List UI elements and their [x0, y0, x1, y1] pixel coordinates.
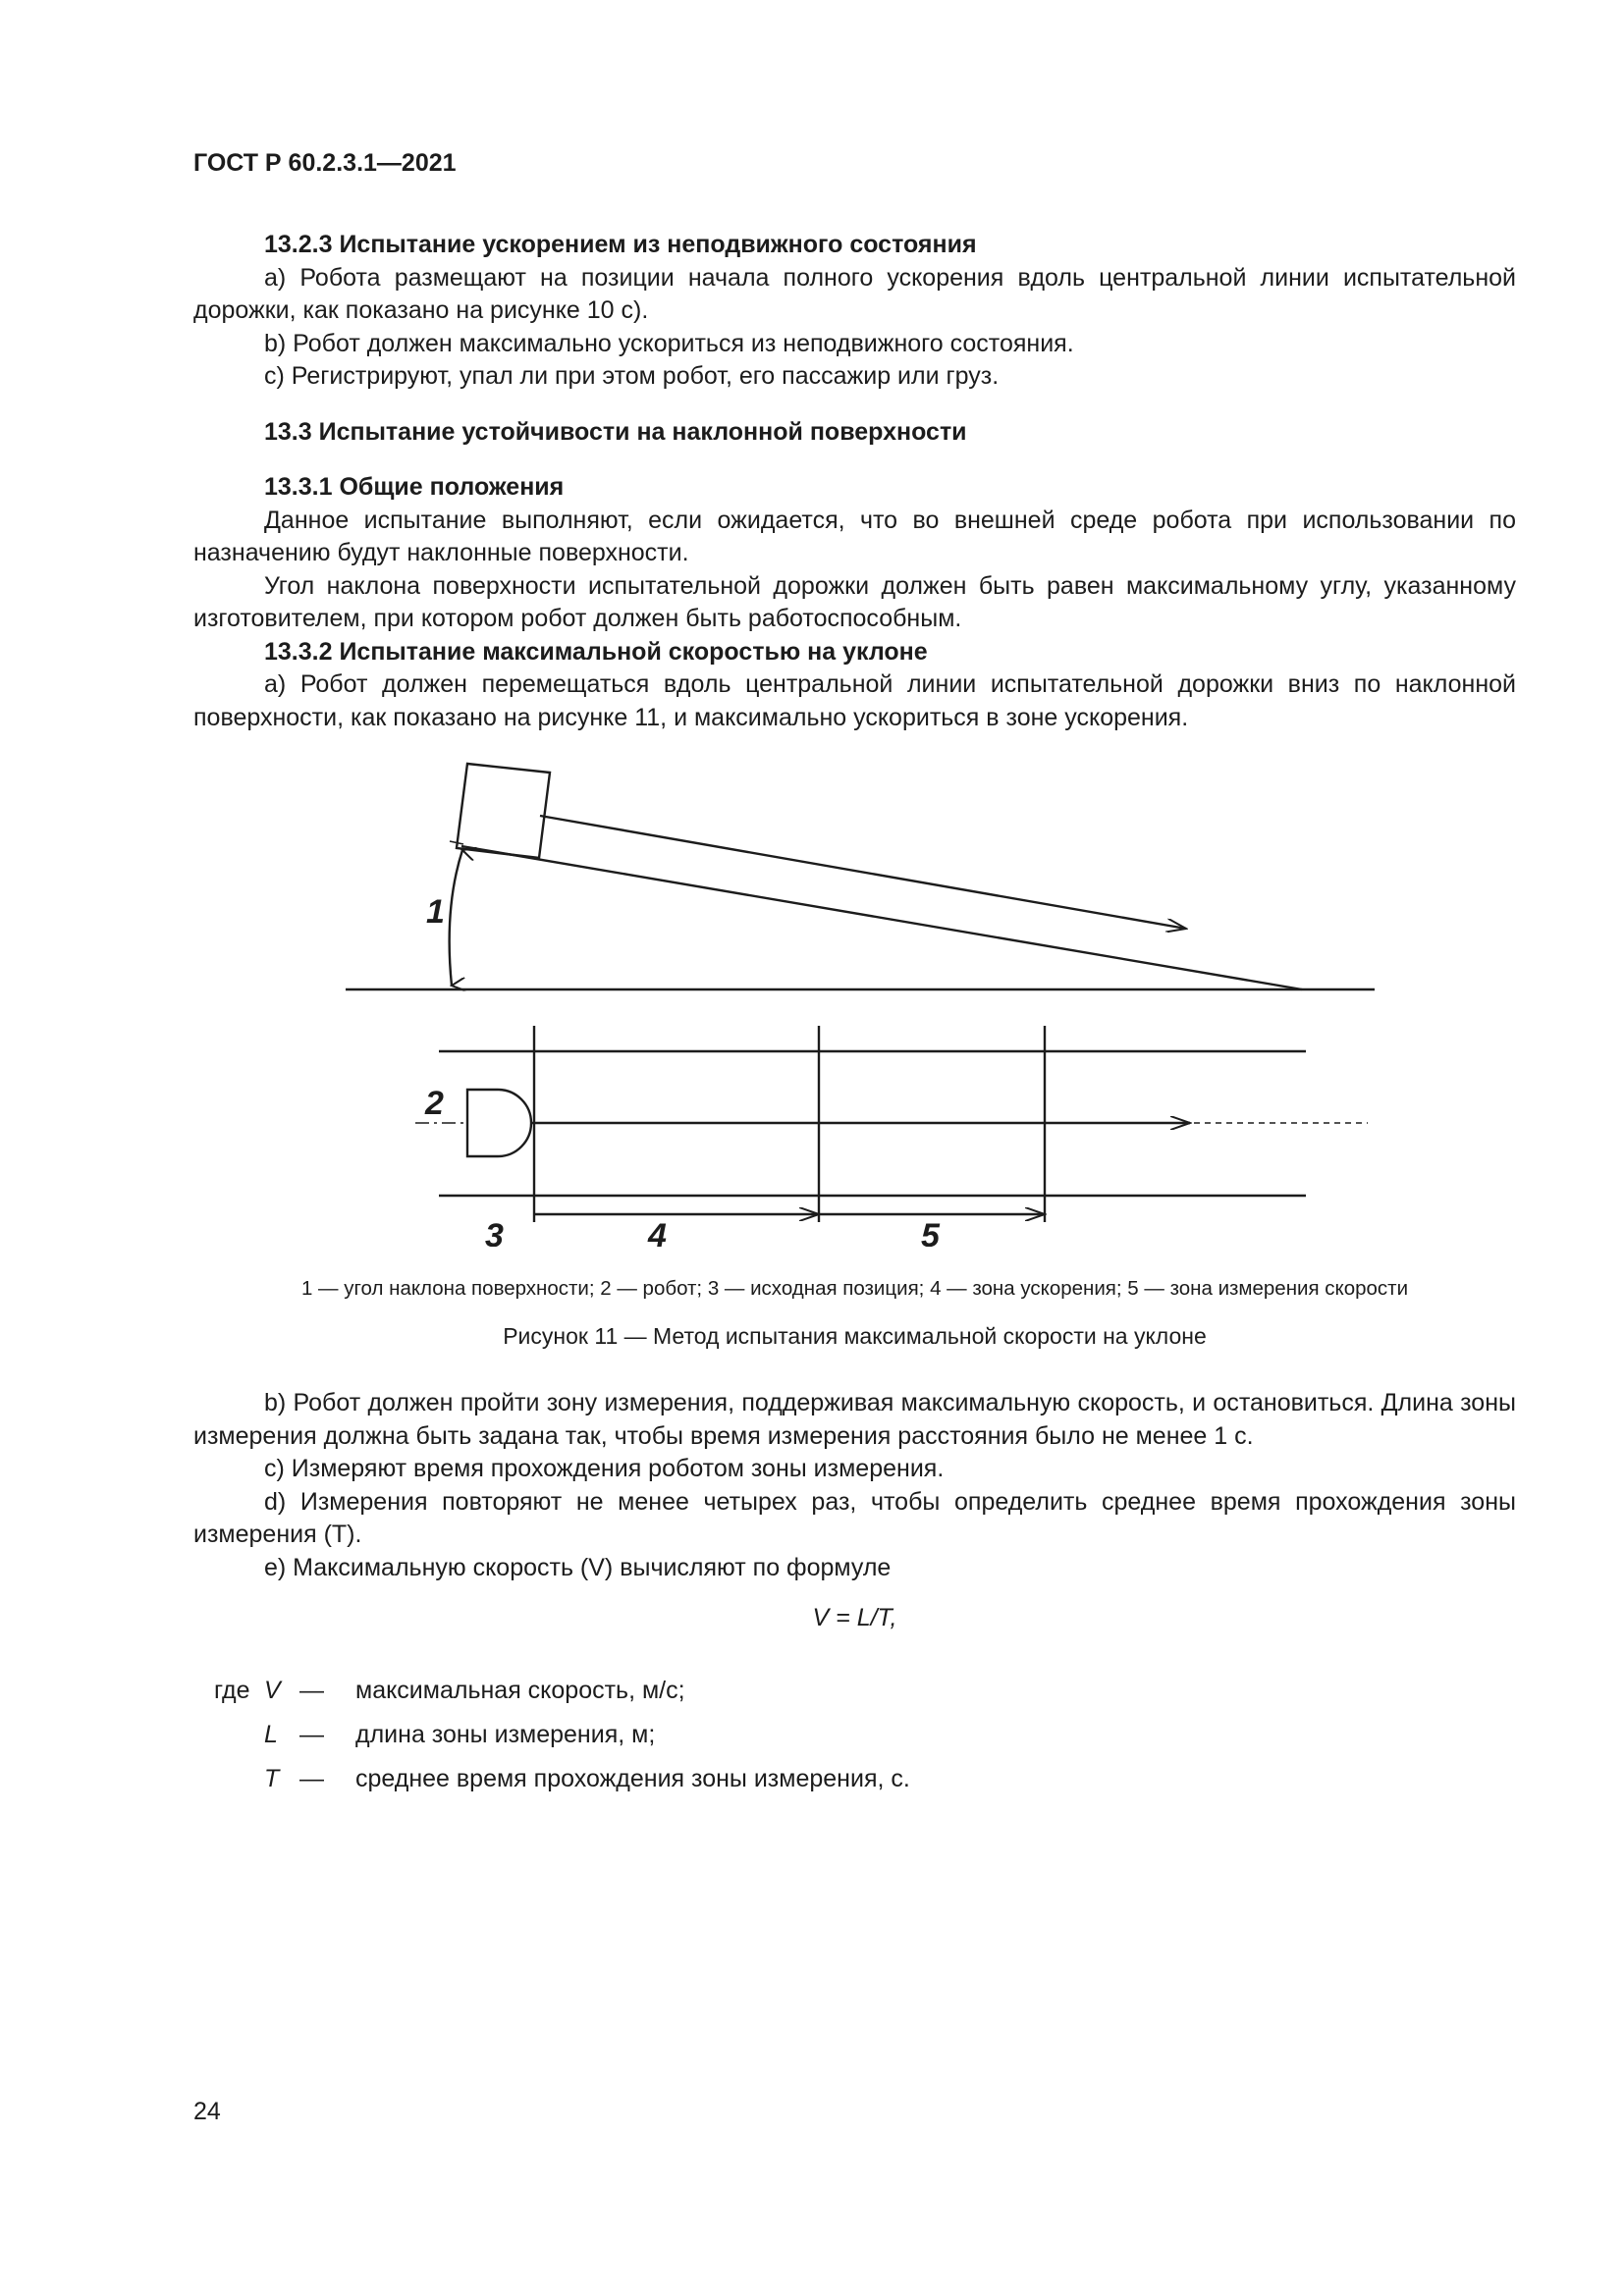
heading-13-3-1: 13.3.1 Общие положения: [264, 473, 565, 501]
figure-caption: Рисунок 11 — Метод испытания максимальной скорости на уклоне: [503, 1323, 1207, 1349]
heading-13-3-2: 13.3.2 Испытание максимальной скоростью на уклоне: [264, 637, 928, 666]
heading-13-3: 13.3 Испытание устойчивости на наклонной поверхности: [264, 417, 967, 446]
where-list: [0, 1669, 1624, 1806]
para-13-2-3-b: b) Робот должен максимально ускориться из неподвижного состояния.: [264, 329, 1074, 357]
heading-13-2-3: 13.2.3 Испытание ускорением из неподвижного состояния: [264, 231, 977, 258]
fig-label-5: 5: [921, 1217, 940, 1247]
where-def-t: среднее время прохождения зоны измерения, с.: [355, 1765, 910, 1792]
where-var-t: T: [264, 1765, 280, 1792]
formula: [193, 1604, 1516, 1632]
main-text-top: [193, 229, 1516, 734]
para-13-2-3-c: c) Регистрируют, упал ли при этом робот, его пассажир или груз.: [264, 362, 1000, 390]
para-e: e) Максимальную скорость (V) вычисляют по формуле: [264, 1553, 892, 1581]
para-13-3-1-p2: Угол наклона поверхности испытательной дорожки должен быть равен максимальному углу, указанному изготовителем, при котором робот должен быть работоспособным.: [193, 571, 1516, 632]
formula-text: V = L/T,: [812, 1604, 897, 1631]
where-dash-l: —: [299, 1721, 324, 1748]
document-header: ГОСТ Р 60.2.3.1—2021: [193, 149, 457, 177]
fig-label-1: 1: [426, 893, 445, 931]
para-13-3-1-p1: Данное испытание выполняют, если ожидается, что во внешней среде робота при использовании по назначению будут наклонные поверхности.: [193, 506, 1516, 566]
para-d: d) Измерения повторяют не менее четырех раз, чтобы определить среднее время прохождения зоны измерения (T).: [193, 1487, 1516, 1548]
where-def-v: максимальная скорость, м/с;: [355, 1677, 685, 1704]
slope-surface: [461, 846, 1302, 989]
fig-label-2: 2: [425, 1085, 444, 1122]
para-b: b) Робот должен пройти зону измерения, поддерживая максимальную скорость, и остановиться. Длина зоны измерения должна быть задана так, чтобы время измерения расстояния было не менее 1 с.: [193, 1389, 1516, 1450]
travel-direction-arrow: [540, 816, 1186, 929]
where-lead: где: [214, 1677, 250, 1704]
figure-legend: 1 — угол наклона поверхности; 2 — робот; 3 — исходная позиция; 4 — зона ускорения; 5 — зона измерения скорости: [300, 1277, 1409, 1300]
main-text-bottom: [193, 1387, 1516, 1584]
where-dash-t: —: [299, 1765, 324, 1792]
para-13-2-3-a: a) Робота размещают на позиции начала полного ускорения вдоль центральной линии испытательной дорожки, как показано на рисунке 10 c).: [193, 263, 1516, 324]
robot-top-view: [467, 1090, 531, 1156]
where-dash-v: —: [299, 1677, 324, 1704]
where-var-v: V: [264, 1677, 281, 1704]
robot-side-box: [457, 764, 550, 858]
para-13-3-2-a: a) Робот должен перемещаться вдоль центральной линии испытательной дорожки вниз по наклонной поверхности, как показано на рисунке 11, и максимально ускориться в зоне ускорения.: [193, 670, 1516, 731]
para-c: c) Измеряют время прохождения роботом зоны измерения.: [264, 1455, 945, 1482]
page-number: 24: [193, 2098, 221, 2125]
where-def-l: длина зоны измерения, м;: [355, 1721, 656, 1748]
fig-label-4: 4: [648, 1217, 667, 1247]
where-var-l: L: [264, 1721, 278, 1748]
figure-11-diagram: [334, 736, 1375, 1247]
angle-arc: [450, 850, 462, 986]
fig-label-3: 3: [485, 1217, 504, 1247]
